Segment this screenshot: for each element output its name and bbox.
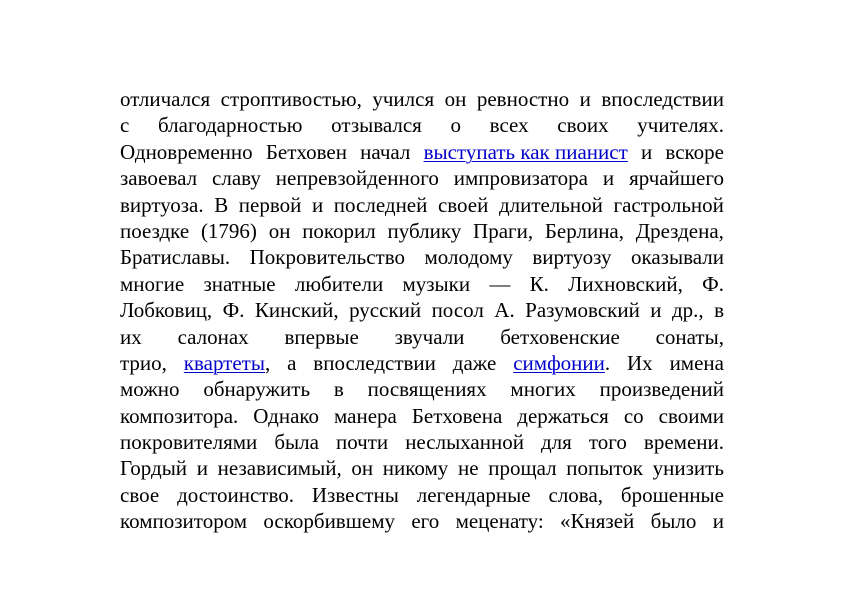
text-word bbox=[120, 192, 204, 218]
text-run: он bbox=[268, 218, 291, 243]
text-run: брошенные bbox=[620, 482, 724, 507]
text-word bbox=[197, 455, 208, 481]
text-run: в bbox=[714, 298, 724, 323]
text-run: и bbox=[311, 192, 324, 217]
text-run: завоевал bbox=[120, 166, 198, 191]
text-word bbox=[557, 112, 608, 138]
text-word bbox=[589, 429, 627, 455]
text-run: посол bbox=[431, 298, 484, 323]
text-word bbox=[659, 403, 724, 429]
text-run: о bbox=[450, 113, 461, 138]
text-word bbox=[120, 455, 187, 481]
text-word bbox=[120, 403, 238, 429]
text-run: а bbox=[287, 350, 297, 375]
text-run: времени. bbox=[643, 430, 724, 455]
text-word bbox=[276, 165, 439, 191]
text-word bbox=[120, 297, 212, 323]
text-run: звучали bbox=[394, 324, 465, 349]
text-word bbox=[580, 86, 591, 112]
text-run: последней bbox=[333, 192, 428, 217]
text-run: впоследствии bbox=[601, 87, 724, 111]
text-word bbox=[334, 376, 344, 402]
text-word bbox=[120, 139, 253, 165]
text-word bbox=[445, 86, 467, 112]
text-word bbox=[670, 350, 724, 376]
link-quartets[interactable]: квартеты bbox=[183, 350, 265, 375]
text-run: Бетховен bbox=[265, 139, 347, 164]
text-run: достоинство. bbox=[177, 482, 294, 507]
text-run: первой bbox=[238, 192, 302, 217]
text-run: Бетховена bbox=[411, 403, 503, 428]
text-word bbox=[313, 350, 436, 376]
text-word bbox=[295, 271, 383, 297]
text-word bbox=[560, 508, 634, 534]
text-word bbox=[532, 244, 611, 270]
text-run: впервые bbox=[284, 324, 359, 349]
text-run: слова, bbox=[548, 482, 604, 507]
text-word bbox=[285, 324, 359, 350]
text-line bbox=[120, 192, 724, 218]
text-word bbox=[351, 455, 373, 481]
text-run: благодарностью bbox=[158, 113, 303, 138]
text-run: ревностно bbox=[476, 87, 570, 111]
text-word bbox=[458, 455, 479, 481]
text-word bbox=[513, 350, 610, 376]
text-word bbox=[541, 429, 572, 455]
text-run: сонаты, bbox=[655, 324, 724, 349]
text-line bbox=[120, 244, 724, 270]
text-run: и bbox=[712, 509, 724, 534]
text-word bbox=[424, 244, 512, 270]
body-text bbox=[120, 86, 724, 535]
text-run: посвящениях bbox=[367, 377, 487, 402]
text-line bbox=[120, 429, 724, 455]
text-word bbox=[312, 192, 323, 218]
text-run: своей bbox=[437, 192, 489, 217]
text-word bbox=[336, 429, 388, 455]
text-word bbox=[372, 86, 434, 112]
text-run: гастрольной bbox=[613, 192, 724, 217]
text-run: и bbox=[196, 456, 208, 481]
text-run: со bbox=[623, 403, 644, 428]
text-run: своими bbox=[658, 403, 724, 428]
text-run: впоследствии bbox=[313, 350, 436, 375]
text-word bbox=[120, 218, 189, 244]
text-run: Их bbox=[627, 350, 653, 375]
text-run: и bbox=[650, 298, 662, 323]
text-line bbox=[120, 86, 724, 112]
text-run: К. bbox=[529, 271, 549, 296]
text-line bbox=[120, 482, 724, 508]
text-run: непревзойденного bbox=[275, 166, 439, 191]
text-word bbox=[360, 139, 410, 165]
text-run: произведений bbox=[599, 377, 724, 402]
text-run: Лихновский, bbox=[568, 271, 683, 296]
text-word bbox=[499, 192, 603, 218]
text-word bbox=[120, 86, 210, 112]
text-word bbox=[212, 165, 261, 191]
text-run: , bbox=[264, 350, 271, 375]
text-run: Разумовский bbox=[525, 298, 640, 323]
text-run: их bbox=[120, 324, 142, 349]
text-run: Лобковиц, bbox=[120, 298, 213, 323]
text-word bbox=[653, 455, 724, 481]
text-run: А. bbox=[494, 298, 515, 323]
text-word bbox=[477, 86, 569, 112]
text-word bbox=[120, 482, 159, 508]
text-word bbox=[566, 455, 643, 481]
text-run: оскорбившему bbox=[263, 509, 396, 534]
text-word bbox=[120, 350, 167, 376]
text-word bbox=[489, 271, 510, 297]
text-line bbox=[120, 139, 724, 165]
text-run: музыки bbox=[402, 271, 471, 296]
text-line bbox=[120, 165, 724, 191]
text-run: даже bbox=[452, 350, 497, 375]
text-word bbox=[177, 482, 294, 508]
text-word bbox=[636, 218, 724, 244]
text-word bbox=[525, 297, 640, 323]
text-run: композитора. bbox=[120, 403, 239, 428]
text-run: и bbox=[579, 87, 591, 111]
text-word bbox=[451, 112, 462, 138]
text-run: покорил bbox=[302, 218, 376, 243]
text-word bbox=[714, 297, 724, 323]
text-run: Гордый bbox=[120, 456, 188, 481]
text-run: импровизатора bbox=[453, 166, 588, 191]
text-word bbox=[395, 324, 465, 350]
text-run: манера bbox=[334, 403, 397, 428]
text-run: прощал bbox=[488, 456, 557, 481]
text-run: легендарные bbox=[416, 482, 531, 507]
text-run: неслыханной bbox=[405, 430, 524, 455]
text-word bbox=[432, 297, 484, 323]
text-word bbox=[650, 297, 661, 323]
text-word bbox=[656, 324, 724, 350]
text-run: вскоре bbox=[665, 139, 724, 164]
text-run: ярчайшего bbox=[629, 166, 724, 191]
text-run: начал bbox=[360, 139, 411, 164]
text-run: была bbox=[274, 430, 319, 455]
text-run: Дрездена, bbox=[635, 218, 724, 243]
text-word bbox=[368, 376, 487, 402]
text-line bbox=[120, 376, 724, 402]
text-word bbox=[424, 139, 628, 165]
text-run: Ф. bbox=[702, 271, 724, 296]
text-run: независимый, bbox=[217, 456, 342, 481]
text-run: свое bbox=[120, 482, 160, 507]
text-run: унизить bbox=[652, 456, 724, 481]
text-run: любители bbox=[294, 271, 384, 296]
text-run: с bbox=[120, 113, 130, 138]
text-run: того bbox=[588, 430, 627, 455]
text-word bbox=[624, 403, 644, 429]
text-run: его bbox=[411, 509, 440, 534]
text-word bbox=[530, 271, 549, 297]
text-word bbox=[621, 482, 724, 508]
text-run: никому bbox=[382, 456, 449, 481]
text-run: В bbox=[214, 192, 229, 217]
text-line bbox=[120, 350, 724, 376]
text-word bbox=[269, 218, 291, 244]
text-line bbox=[120, 508, 724, 534]
text-word bbox=[388, 218, 462, 244]
text-word bbox=[223, 297, 245, 323]
text-run: композитором bbox=[120, 509, 248, 534]
text-word bbox=[184, 350, 270, 376]
text-run: Известны bbox=[311, 482, 399, 507]
text-word bbox=[488, 455, 556, 481]
text-word bbox=[120, 112, 129, 138]
text-word bbox=[239, 192, 302, 218]
text-line bbox=[120, 324, 724, 350]
text-word bbox=[250, 244, 405, 270]
text-word bbox=[510, 376, 575, 402]
text-word bbox=[312, 482, 399, 508]
text-word bbox=[263, 508, 395, 534]
text-word bbox=[517, 403, 609, 429]
text-word bbox=[629, 165, 724, 191]
text-word bbox=[203, 376, 310, 402]
text-word bbox=[411, 508, 439, 534]
text-word bbox=[641, 139, 652, 165]
text-word bbox=[665, 139, 724, 165]
text-run: попыток bbox=[566, 456, 643, 481]
text-word bbox=[178, 324, 249, 350]
text-word bbox=[203, 271, 275, 297]
text-word bbox=[383, 455, 449, 481]
text-word bbox=[568, 271, 683, 297]
text-run: Ф. bbox=[222, 298, 245, 323]
text-run: всех bbox=[489, 113, 529, 138]
text-run: обнаружить bbox=[203, 377, 311, 402]
text-run: — bbox=[489, 271, 511, 296]
text-word bbox=[702, 271, 724, 297]
text-word bbox=[490, 112, 529, 138]
text-word bbox=[349, 297, 421, 323]
text-run: длительной bbox=[498, 192, 603, 217]
text-line bbox=[120, 403, 724, 429]
text-run: отзывался bbox=[331, 113, 422, 138]
text-word bbox=[417, 482, 531, 508]
text-run: славу bbox=[212, 166, 261, 191]
text-run: держаться bbox=[517, 403, 609, 428]
text-word bbox=[549, 482, 604, 508]
text-run: учился bbox=[372, 87, 435, 111]
text-run: он bbox=[444, 87, 467, 111]
text-line bbox=[120, 271, 724, 297]
text-run: (1796) bbox=[200, 218, 257, 243]
text-word bbox=[201, 218, 257, 244]
text-run: Праги, bbox=[473, 218, 534, 243]
text-word bbox=[120, 271, 184, 297]
text-run: и bbox=[602, 166, 615, 191]
text-run: покровителями bbox=[120, 430, 258, 455]
link-symphonies[interactable]: симфонии bbox=[513, 350, 605, 375]
text-word bbox=[637, 112, 724, 138]
text-run: Берлина, bbox=[544, 218, 625, 243]
text-run: трио, bbox=[120, 350, 167, 375]
text-word bbox=[494, 297, 514, 323]
text-run: молодому bbox=[424, 245, 513, 270]
text-run: . bbox=[604, 350, 611, 375]
text-run: для bbox=[541, 430, 572, 455]
text-line bbox=[120, 218, 724, 244]
text-word bbox=[253, 403, 319, 429]
text-run: «Князей bbox=[560, 509, 635, 534]
text-word bbox=[120, 429, 257, 455]
text-run: поездке bbox=[120, 218, 190, 243]
text-run: строптивостью, bbox=[220, 87, 362, 111]
link-pianist[interactable]: выступать как пианист bbox=[423, 139, 628, 164]
text-word bbox=[158, 112, 302, 138]
text-run: русский bbox=[349, 298, 422, 323]
text-word bbox=[601, 86, 724, 112]
text-run: он bbox=[351, 456, 374, 481]
text-word bbox=[120, 508, 247, 534]
text-word bbox=[627, 350, 653, 376]
text-word bbox=[221, 86, 362, 112]
text-line bbox=[120, 112, 724, 138]
text-word bbox=[120, 165, 197, 191]
text-word bbox=[454, 165, 588, 191]
text-run: оказывали bbox=[630, 245, 724, 270]
text-run: публику bbox=[387, 218, 462, 243]
text-word bbox=[302, 218, 376, 244]
text-run: Однако bbox=[253, 403, 320, 428]
text-word bbox=[603, 165, 614, 191]
text-run: бетховенские bbox=[500, 324, 620, 349]
text-word bbox=[255, 297, 339, 323]
text-run: виртуозу bbox=[532, 245, 612, 270]
text-word bbox=[438, 192, 488, 218]
text-word bbox=[500, 324, 620, 350]
text-run: в bbox=[333, 377, 344, 402]
text-run: многих bbox=[510, 377, 576, 402]
text-line bbox=[120, 455, 724, 481]
text-word bbox=[120, 376, 180, 402]
text-run: знатные bbox=[203, 271, 276, 296]
text-run: и bbox=[640, 139, 653, 164]
text-word bbox=[651, 508, 697, 534]
text-run: было bbox=[650, 509, 697, 534]
text-run: Одновременно bbox=[120, 139, 253, 164]
text-word bbox=[453, 350, 497, 376]
text-run: виртуоза. bbox=[120, 192, 204, 217]
text-run: многие bbox=[120, 271, 185, 296]
text-word bbox=[456, 508, 544, 534]
text-word bbox=[214, 192, 228, 218]
text-run: имена bbox=[669, 350, 724, 375]
text-run: Братиславы. bbox=[120, 245, 231, 270]
text-run: своих bbox=[557, 113, 609, 138]
text-word bbox=[402, 271, 470, 297]
text-word bbox=[405, 429, 524, 455]
text-word bbox=[120, 244, 230, 270]
text-run: можно bbox=[120, 377, 180, 402]
text-word bbox=[120, 324, 142, 350]
text-run: отличался bbox=[120, 87, 211, 111]
text-word bbox=[713, 508, 724, 534]
text-run: салонах bbox=[177, 324, 249, 349]
text-run: учителях. bbox=[637, 113, 724, 138]
text-word bbox=[644, 429, 724, 455]
text-word bbox=[545, 218, 624, 244]
text-run: меценату: bbox=[455, 509, 544, 534]
text-word bbox=[473, 218, 533, 244]
text-word bbox=[672, 297, 704, 323]
text-run: почти bbox=[335, 430, 389, 455]
text-run: Покровительство bbox=[249, 245, 405, 270]
text-word bbox=[334, 403, 397, 429]
text-word bbox=[266, 139, 347, 165]
text-word bbox=[334, 192, 428, 218]
text-line bbox=[120, 297, 724, 323]
text-word bbox=[331, 112, 422, 138]
text-word bbox=[613, 192, 723, 218]
text-word bbox=[287, 350, 296, 376]
text-word bbox=[412, 403, 502, 429]
text-word bbox=[218, 455, 342, 481]
text-word bbox=[600, 376, 724, 402]
text-run: не bbox=[457, 456, 479, 481]
text-word bbox=[631, 244, 724, 270]
text-run: др., bbox=[671, 298, 704, 323]
text-word bbox=[274, 429, 319, 455]
text-run: Кинский, bbox=[254, 298, 339, 323]
